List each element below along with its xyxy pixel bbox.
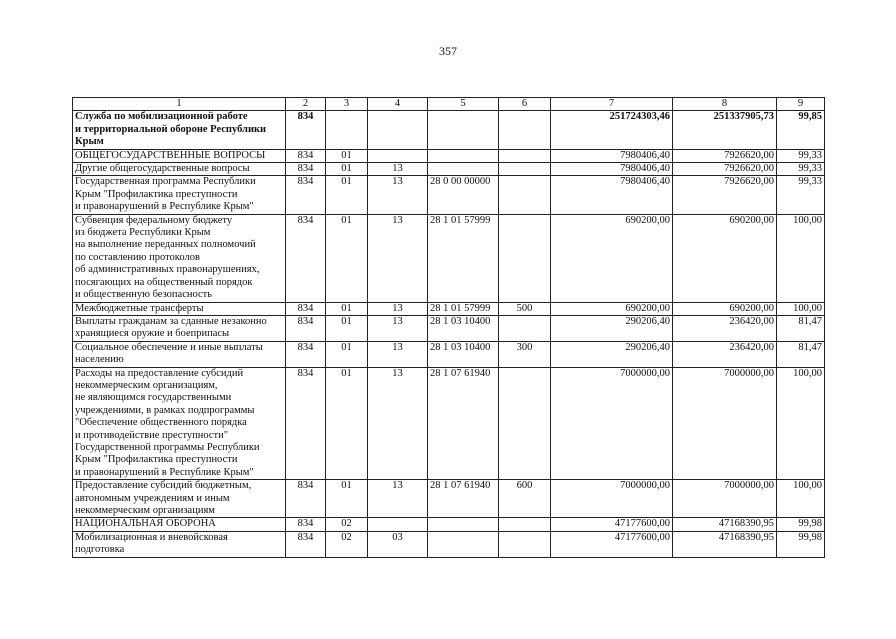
row-name-line: Социальное обеспечение и иные выплаты (75, 341, 263, 353)
row-name (73, 341, 286, 367)
executed-amount: 7000000,00 (673, 480, 777, 518)
department-code: 834 (286, 531, 326, 557)
department-code: 834 (286, 518, 326, 531)
expense-type-code (499, 315, 551, 341)
expense-type-code: 300 (499, 341, 551, 367)
executed-amount: 7926620,00 (673, 163, 777, 176)
subsection-code: 13 (368, 315, 428, 341)
execution-percent: 81,47 (777, 315, 825, 341)
expense-type-code (499, 214, 551, 302)
row-name (73, 111, 286, 149)
column-header-5: 5 (428, 98, 499, 111)
section-code: 01 (326, 315, 368, 341)
execution-percent: 100,00 (777, 367, 825, 480)
executed-amount: 7926620,00 (673, 149, 777, 162)
row-name-line: некоммерческим организациям, (75, 379, 218, 391)
section-code: 01 (326, 302, 368, 315)
row-name (73, 315, 286, 341)
executed-amount: 690200,00 (673, 214, 777, 302)
column-header-9: 9 (777, 98, 825, 111)
table-row (73, 176, 825, 214)
section-code: 01 (326, 176, 368, 214)
planned-amount: 7980406,40 (551, 163, 673, 176)
subsection-code: 13 (368, 214, 428, 302)
column-header-7: 7 (551, 98, 673, 111)
target-item-code: 28 1 03 10400 (428, 315, 499, 341)
execution-percent: 100,00 (777, 302, 825, 315)
expense-type-code (499, 149, 551, 162)
expense-type-code (499, 518, 551, 531)
execution-percent: 99,98 (777, 518, 825, 531)
table-row (73, 518, 825, 531)
planned-amount: 7980406,40 (551, 176, 673, 214)
column-header-1: 1 (73, 98, 286, 111)
table-row (73, 341, 825, 367)
expense-type-code (499, 111, 551, 149)
row-name-line: посягающих на общественный порядок (75, 276, 253, 288)
table-row (73, 531, 825, 557)
row-name (73, 214, 286, 302)
execution-percent: 99,33 (777, 176, 825, 214)
department-code: 834 (286, 367, 326, 480)
subsection-code (368, 518, 428, 531)
executed-amount: 47168390,95 (673, 531, 777, 557)
table-row (73, 480, 825, 518)
row-name-line: и территориальной обороне Республики (75, 123, 267, 135)
department-code: 834 (286, 163, 326, 176)
row-name-line: об административных правонарушениях, (75, 264, 260, 276)
target-item-code: 28 1 07 61940 (428, 480, 499, 518)
row-name-line: Межбюджетные трансферты (75, 302, 204, 314)
target-item-code (428, 163, 499, 176)
table-row (73, 367, 825, 480)
executed-amount: 251337905,73 (673, 111, 777, 149)
row-name-line: Субвенция федеральному бюджету (75, 214, 233, 226)
expense-type-code (499, 531, 551, 557)
row-name (73, 163, 286, 176)
planned-amount: 7980406,40 (551, 149, 673, 162)
table-row (73, 149, 825, 162)
row-name-line: Государственной программы Республики (75, 441, 260, 453)
row-name-line: Государственная программа Республики (75, 176, 256, 188)
target-item-code: 28 0 00 00000 (428, 176, 499, 214)
execution-percent: 99,98 (777, 531, 825, 557)
execution-percent: 100,00 (777, 214, 825, 302)
section-code: 01 (326, 214, 368, 302)
subsection-code: 03 (368, 531, 428, 557)
department-code: 834 (286, 315, 326, 341)
table-row (73, 111, 825, 149)
row-name (73, 531, 286, 557)
executed-amount: 7000000,00 (673, 367, 777, 480)
column-header-8: 8 (673, 98, 777, 111)
planned-amount: 7000000,00 (551, 367, 673, 480)
row-name (73, 367, 286, 480)
row-name-line: автономным учреждениям и иным (75, 492, 230, 504)
planned-amount: 290206,40 (551, 315, 673, 341)
row-name-line: на выполнение переданных полномочий (75, 239, 256, 251)
row-name-line: подготовка (75, 544, 125, 556)
planned-amount: 690200,00 (551, 302, 673, 315)
row-name-line: и правонарушений в Республике Крым" (75, 466, 254, 478)
row-name-line: Крым "Профилактика преступности (75, 454, 238, 466)
row-name-line: Мобилизационная и вневойсковая (75, 531, 228, 543)
table-row (73, 163, 825, 176)
row-name (73, 480, 286, 518)
row-name (73, 302, 286, 315)
table-row (73, 302, 825, 315)
table-header (73, 98, 825, 111)
planned-amount: 251724303,46 (551, 111, 673, 149)
executed-amount: 7926620,00 (673, 176, 777, 214)
row-name (73, 176, 286, 214)
expense-type-code (499, 367, 551, 480)
row-name-line: некоммерческим организациям (75, 505, 215, 516)
row-name-line: Выплаты гражданам за сданные незаконно (75, 315, 267, 327)
section-code (326, 111, 368, 149)
department-code: 834 (286, 341, 326, 367)
row-name-line: и общественную безопасность (75, 289, 213, 301)
row-name (73, 149, 286, 162)
executed-amount: 236420,00 (673, 341, 777, 367)
execution-percent: 99,85 (777, 111, 825, 149)
table-body (73, 111, 825, 557)
execution-percent: 81,47 (777, 341, 825, 367)
subsection-code: 13 (368, 341, 428, 367)
expense-type-code: 600 (499, 480, 551, 518)
target-item-code: 28 1 03 10400 (428, 341, 499, 367)
row-name-line: учреждениями, в рамках подпрограммы (75, 404, 255, 416)
executed-amount: 47168390,95 (673, 518, 777, 531)
executed-amount: 236420,00 (673, 315, 777, 341)
target-item-code: 28 1 01 57999 (428, 214, 499, 302)
row-name-line: ОБЩЕГОСУДАРСТВЕННЫЕ ВОПРОСЫ (75, 149, 266, 161)
section-code: 01 (326, 341, 368, 367)
planned-amount: 690200,00 (551, 214, 673, 302)
expense-type-code (499, 163, 551, 176)
row-name-line: не являющимся государственными (75, 392, 232, 404)
planned-amount: 7000000,00 (551, 480, 673, 518)
row-name-line: Расходы на предоставление субсидий (75, 367, 244, 379)
section-code: 01 (326, 163, 368, 176)
department-code: 834 (286, 149, 326, 162)
row-name-line: и правонарушений в Республике Крым" (75, 201, 254, 213)
target-item-code (428, 149, 499, 162)
column-header-4: 4 (368, 98, 428, 111)
subsection-code (368, 111, 428, 149)
target-item-code (428, 531, 499, 557)
department-code: 834 (286, 302, 326, 315)
table-row (73, 315, 825, 341)
header-row (73, 98, 825, 111)
executed-amount: 690200,00 (673, 302, 777, 315)
subsection-code: 13 (368, 302, 428, 315)
column-header-6: 6 (499, 98, 551, 111)
execution-percent: 99,33 (777, 149, 825, 162)
expense-type-code (499, 176, 551, 214)
subsection-code: 13 (368, 176, 428, 214)
department-code: 834 (286, 480, 326, 518)
subsection-code: 13 (368, 480, 428, 518)
row-name (73, 518, 286, 531)
section-code: 02 (326, 531, 368, 557)
department-code: 834 (286, 111, 326, 149)
row-name-line: и противодействие преступности" (75, 429, 229, 441)
page-number: 357 (439, 44, 457, 58)
section-code: 01 (326, 367, 368, 480)
planned-amount: 47177600,00 (551, 531, 673, 557)
row-name-line: Крым "Профилактика преступности (75, 188, 238, 200)
planned-amount: 290206,40 (551, 341, 673, 367)
subsection-code (368, 149, 428, 162)
section-code: 02 (326, 518, 368, 531)
section-code: 01 (326, 149, 368, 162)
department-code: 834 (286, 214, 326, 302)
expense-type-code: 500 (499, 302, 551, 315)
row-name-line: НАЦИОНАЛЬНАЯ ОБОРОНА (75, 518, 216, 530)
subsection-code: 13 (368, 163, 428, 176)
row-name-line: по составлению протоколов (75, 251, 200, 263)
row-name-line: "Обеспечение общественного порядка (75, 417, 247, 429)
execution-percent: 100,00 (777, 480, 825, 518)
row-name-line: из бюджета Республики Крым (75, 227, 211, 239)
row-name-line: населению (75, 354, 124, 366)
target-item-code: 28 1 07 61940 (428, 367, 499, 480)
execution-percent: 99,33 (777, 163, 825, 176)
section-code: 01 (326, 480, 368, 518)
row-name-line: хранящиеся оружие и боеприпасы (75, 328, 230, 340)
target-item-code (428, 111, 499, 149)
row-name-line: Служба по мобилизационной работе (75, 111, 248, 123)
subsection-code: 13 (368, 367, 428, 480)
row-name-line: Предоставление субсидий бюджетным, (75, 480, 252, 492)
column-header-2: 2 (286, 98, 326, 111)
column-header-3: 3 (326, 98, 368, 111)
planned-amount: 47177600,00 (551, 518, 673, 531)
row-name-line: Крым (75, 136, 104, 148)
row-name-line: Другие общегосударственные вопросы (75, 163, 250, 175)
table-row (73, 214, 825, 302)
target-item-code: 28 1 01 57999 (428, 302, 499, 315)
target-item-code (428, 518, 499, 531)
department-code: 834 (286, 176, 326, 214)
budget-table (72, 97, 825, 558)
